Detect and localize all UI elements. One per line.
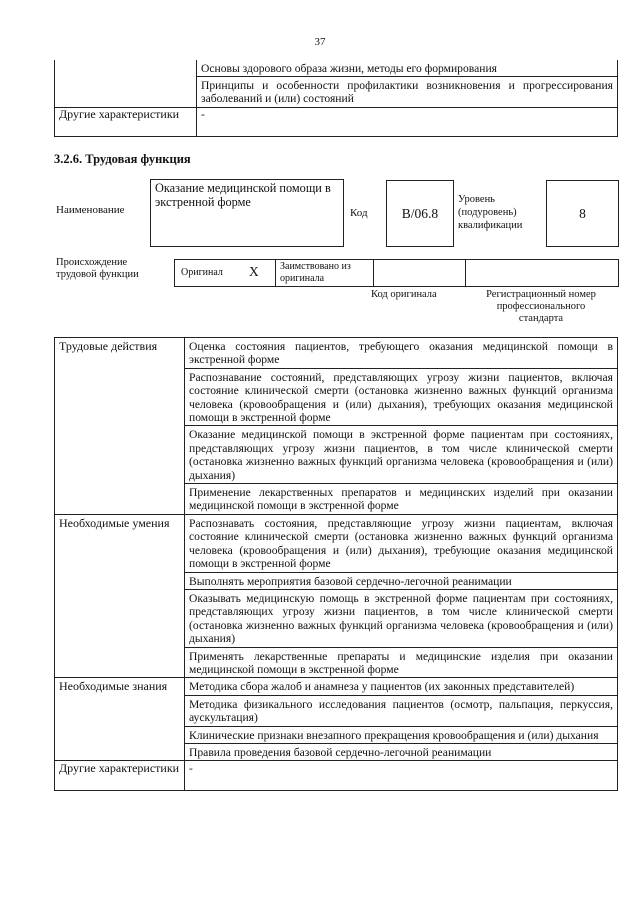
borrowed-label: Заимствовано из оригинала bbox=[280, 261, 351, 284]
list-item: Принципы и особенности профилактики возникновения и прогрессирования заболеваний и (или) состояний bbox=[201, 79, 613, 105]
table-cell-label: Другие характеристики bbox=[55, 108, 197, 137]
list-item: Основы здорового образа жизни, методы его формирования bbox=[197, 60, 617, 77]
divider bbox=[275, 260, 276, 286]
code-label: Код bbox=[350, 207, 368, 219]
code-value: В/06.8 bbox=[401, 205, 439, 221]
table-cell-label: Трудовые действия bbox=[55, 338, 185, 515]
table-cell-value: - bbox=[185, 761, 618, 791]
origin-box bbox=[174, 259, 619, 287]
list-item: Применение лекарственных препаратов и медицинских изделий при оказании медицинской помощи в экстренной форме bbox=[189, 486, 613, 513]
list-item: Выполнять мероприятия базовой сердечно-легочной реанимации bbox=[185, 573, 617, 590]
original-mark: X bbox=[249, 264, 259, 279]
list-item: Распознавать состояния, представляющие угрозу жизни пациентам, включая состояние клинической смерти (остановка жизненно важных функций организма человека (кровообращения и (или) дыхания), требующие оказания медицинской помощи в экстренной форме bbox=[185, 515, 617, 573]
table-cell-items bbox=[185, 514, 618, 677]
page-number: 37 bbox=[314, 36, 326, 48]
divider bbox=[373, 260, 374, 286]
name-label: Наименование bbox=[56, 204, 125, 216]
origin-label: Происхождение трудовой функции bbox=[56, 257, 139, 280]
list-item: Оказание медицинской помощи в экстренной форме пациентам при состояниях, представляющих угрозу жизни пациентов, в том числе клинической смерти (остановка жизненно важных функций организма человека (кровообращения и (или) дыхания) bbox=[185, 426, 617, 484]
list-item: Распознавание состояний, представляющих угрозу жизни пациентов, включая состояние клинической смерти (остановка жизненно важных функций организма человека (кровообращения и (или) дыхания), требующих оказания медицинской помощи в экстренной форме bbox=[185, 369, 617, 427]
top-table bbox=[54, 60, 618, 137]
list-item: Методика сбора жалоб и анамнеза у пациентов (их законных представителей) bbox=[185, 678, 617, 695]
table-cell-label: Необходимые умения bbox=[55, 514, 185, 677]
main-table bbox=[54, 337, 618, 791]
list-item: Оказывать медицинскую помощь в экстренной форме пациентам при состояниях, представляющих угрозу жизни пациентов, в том числе клинической смерти (остановка жизненно важных функций организма человека (кровообращения и (или) дыхания) bbox=[185, 590, 617, 648]
table-cell-items bbox=[185, 678, 618, 761]
code-box bbox=[386, 180, 454, 247]
function-name: Оказание медицинской помощи в экстренной форме bbox=[155, 181, 331, 209]
table-cell-value: - bbox=[197, 108, 618, 137]
table-cell-items bbox=[197, 60, 618, 108]
reg-number-label: Регистрационный номер профессионального стандарта bbox=[486, 289, 596, 324]
level-value: 8 bbox=[579, 205, 586, 221]
list-item: Применять лекарственные препараты и медицинские изделия при оказании медицинской помощи в экстренной форме bbox=[189, 649, 613, 676]
table-cell-items bbox=[185, 338, 618, 515]
divider bbox=[465, 260, 466, 286]
level-box bbox=[546, 180, 619, 247]
function-name-box bbox=[150, 179, 344, 247]
list-item: Оценка состояния пациентов, требующего оказания медицинской помощи в экстренной форме bbox=[185, 338, 617, 369]
section-title: 3.2.6. Трудовая функция bbox=[54, 152, 191, 166]
list-item: Методика физикального исследования пациентов (осмотр, пальпация, перкуссия, аускультация) bbox=[185, 696, 617, 727]
code-original-label: Код оригинала bbox=[371, 289, 437, 300]
list-item: Правила проведения базовой сердечно-легочной реанимации bbox=[189, 745, 492, 759]
table-cell-label bbox=[55, 60, 197, 108]
list-item: Клинические признаки внезапного прекращения кровообращения и (или) дыхания bbox=[185, 727, 617, 744]
original-label: Оригинал bbox=[181, 267, 223, 278]
table-cell-label: Необходимые знания bbox=[55, 678, 185, 761]
level-label: Уровень (подуровень) квалификации bbox=[458, 194, 523, 231]
table-cell-label: Другие характеристики bbox=[55, 761, 185, 791]
